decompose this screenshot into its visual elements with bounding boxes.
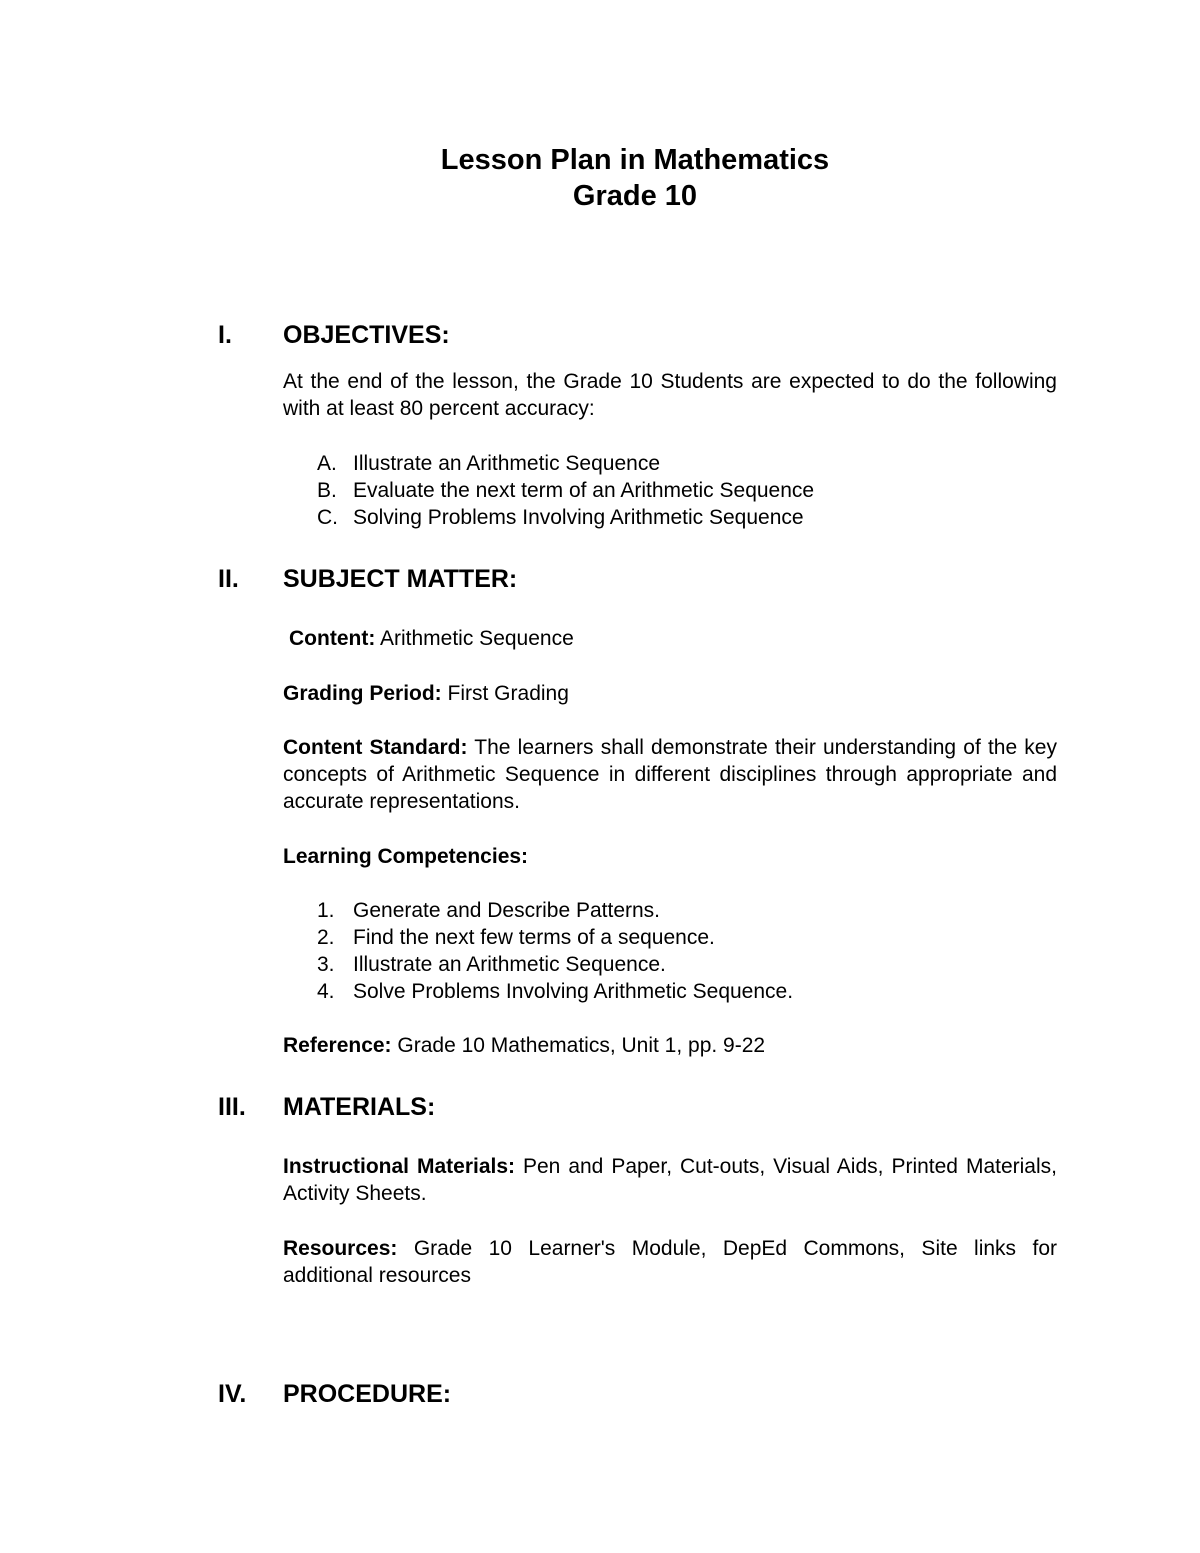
list-marker: 3. (317, 953, 335, 976)
document-title: Lesson Plan in Mathematics (440, 144, 830, 176)
learning-competencies-label: Learning Competencies: (283, 845, 529, 868)
document-subtitle: Grade 10 (572, 180, 698, 212)
list-marker: 2. (317, 926, 335, 949)
instructional-materials-paragraph (283, 1153, 1057, 1207)
list-item (283, 978, 1057, 1005)
list-item (283, 450, 1057, 477)
resources-value: Grade 10 Learner's Module, DepEd Commons, Site links for additional resources (283, 1237, 1057, 1287)
objectives-intro: At the end of the lesson, the Grade 10 Students are expected to do the following with at least 80 percent accuracy: (283, 370, 1057, 420)
list-item (283, 951, 1057, 978)
list-marker: A. (317, 452, 337, 475)
resources-label: Resources: (283, 1237, 398, 1260)
section-title-objectives: OBJECTIVES: (283, 321, 450, 349)
grading-period-line (283, 680, 1057, 707)
list-item-text: Find the next few terms of a sequence. (353, 926, 715, 949)
objectives-list (283, 450, 1057, 531)
content-standard-paragraph (283, 734, 1057, 815)
list-marker: 1. (317, 899, 335, 922)
section-number-materials: III. (218, 1093, 246, 1121)
section-title-procedure: PROCEDURE: (283, 1380, 452, 1408)
grading-period-label: Grading Period: (283, 682, 442, 705)
list-marker: 4. (317, 980, 335, 1003)
competencies-list (283, 897, 1057, 1005)
learning-competencies-heading (283, 843, 1057, 870)
list-item (283, 477, 1057, 504)
instructional-materials-label: Instructional Materials: (283, 1155, 516, 1178)
section-number-objectives: I. (218, 321, 232, 349)
instructional-materials-value: Pen and Paper, Cut-outs, Visual Aids, Printed Materials, Activity Sheets. (283, 1155, 1057, 1205)
list-item (283, 897, 1057, 924)
section-title-subject-matter: SUBJECT MATTER: (283, 565, 518, 593)
content-standard-label: Content Standard: (283, 736, 468, 759)
section-number-subject-matter: II. (218, 565, 239, 593)
list-item-text: Illustrate an Arithmetic Sequence (353, 452, 661, 475)
list-marker: C. (317, 506, 338, 529)
content-value: Arithmetic Sequence (380, 627, 574, 650)
content-line (289, 625, 1063, 652)
resources-paragraph (283, 1235, 1057, 1289)
reference-line (283, 1032, 1057, 1059)
list-item-text: Evaluate the next term of an Arithmetic Sequence (353, 479, 815, 502)
list-item (283, 924, 1057, 951)
reference-label: Reference: (283, 1034, 392, 1057)
list-item-text: Solve Problems Involving Arithmetic Sequence. (353, 980, 794, 1003)
list-item-text: Generate and Describe Patterns. (353, 899, 661, 922)
list-item-text: Illustrate an Arithmetic Sequence. (353, 953, 666, 976)
content-standard-value: The learners shall demonstrate their understanding of the key concepts of Arithmetic Sequence in different disciplines through appropriate and accurate representations. (283, 736, 1057, 813)
list-item (283, 504, 1057, 531)
content-label: Content: (289, 627, 376, 650)
section-number-procedure: IV. (218, 1380, 247, 1408)
grading-period-value: First Grading (447, 682, 569, 705)
section-title-materials: MATERIALS: (283, 1093, 436, 1121)
list-item-text: Solving Problems Involving Arithmetic Sequence (353, 506, 804, 529)
reference-value: Grade 10 Mathematics, Unit 1, pp. 9-22 (397, 1034, 766, 1057)
list-marker: B. (317, 479, 337, 502)
